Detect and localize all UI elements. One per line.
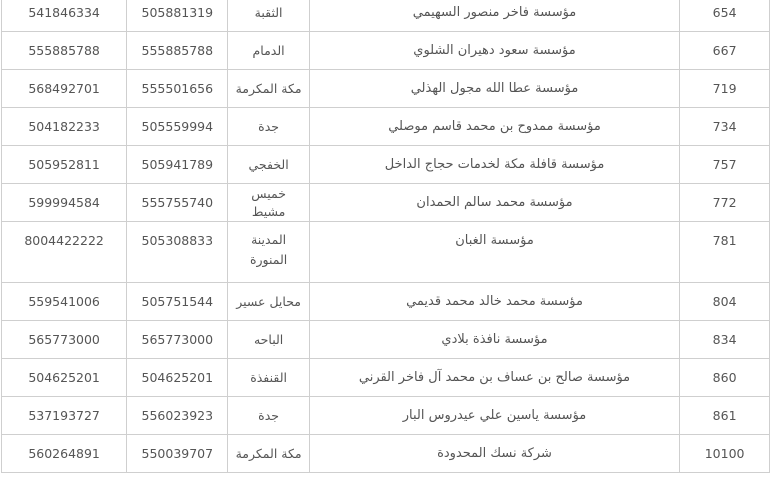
- license-number-cell: 734: [680, 108, 770, 146]
- company-name-cell: مؤسسة ياسين علي عيدروس البار: [309, 397, 679, 435]
- company-name-cell: مؤسسة نافذة بلادي: [309, 321, 679, 359]
- license-number-cell: 667: [680, 32, 770, 70]
- phone-cell: 505881319: [127, 0, 228, 32]
- table-row: [2, 222, 770, 283]
- company-name-cell: مؤسسة سعود دهيران الشلوي: [309, 32, 679, 70]
- phone-cell: 505308833: [127, 222, 228, 283]
- fax-cell: 504625201: [2, 359, 127, 397]
- table-row: [2, 70, 770, 108]
- phone-cell: 565773000: [127, 321, 228, 359]
- license-number-cell: 719: [680, 70, 770, 108]
- company-name-cell: مؤسسة قافلة مكة لخدمات حجاج الداخل: [309, 146, 679, 184]
- table-row: [2, 32, 770, 70]
- phone-cell: 505941789: [127, 146, 228, 184]
- table-row: [2, 184, 770, 222]
- fax-cell: 537193727: [2, 397, 127, 435]
- city-cell: الثقبة: [228, 0, 309, 32]
- phone-cell: 555501656: [127, 70, 228, 108]
- table-row: [2, 146, 770, 184]
- license-number-cell: 834: [680, 321, 770, 359]
- company-name-cell: شركة نسك المحدودة: [309, 435, 679, 473]
- fax-cell: 504182233: [2, 108, 127, 146]
- fax-cell: 505952811: [2, 146, 127, 184]
- company-name-cell: مؤسسة عطا الله مجول الهذلي: [309, 70, 679, 108]
- fax-cell: 559541006: [2, 283, 127, 321]
- table-row: [2, 359, 770, 397]
- license-number-cell: 804: [680, 283, 770, 321]
- city-cell: خميس مشيط: [228, 184, 309, 222]
- license-number-cell: 860: [680, 359, 770, 397]
- license-number-cell: 757: [680, 146, 770, 184]
- phone-cell: 505559994: [127, 108, 228, 146]
- fax-cell: 565773000: [2, 321, 127, 359]
- city-cell: الدمام: [228, 32, 309, 70]
- city-cell: مكة المكرمة: [228, 70, 309, 108]
- city-cell: القنفذة: [228, 359, 309, 397]
- company-name-cell: مؤسسة الغبان: [309, 222, 679, 283]
- city-cell: جدة: [228, 108, 309, 146]
- city-cell: المدينة المنورة: [228, 222, 309, 283]
- fax-cell: 541846334: [2, 0, 127, 32]
- fax-cell: 8004422222: [2, 222, 127, 283]
- phone-cell: 505751544: [127, 283, 228, 321]
- fax-cell: 568492701: [2, 70, 127, 108]
- agencies-table: [1, 0, 770, 473]
- table-row: [2, 283, 770, 321]
- company-name-cell: مؤسسة ممدوح بن محمد قاسم موصلي: [309, 108, 679, 146]
- phone-cell: 555885788: [127, 32, 228, 70]
- city-cell: جدة: [228, 397, 309, 435]
- agencies-table-body: [2, 0, 770, 473]
- license-number-cell: 654: [680, 0, 770, 32]
- fax-cell: 555885788: [2, 32, 127, 70]
- table-row: [2, 321, 770, 359]
- company-name-cell: مؤسسة محمد خالد محمد قديمي: [309, 283, 679, 321]
- city-cell: مكة المكرمة: [228, 435, 309, 473]
- table-row: [2, 435, 770, 473]
- table-row: [2, 108, 770, 146]
- city-cell: الباحه: [228, 321, 309, 359]
- phone-cell: 555755740: [127, 184, 228, 222]
- fax-cell: 599994584: [2, 184, 127, 222]
- license-number-cell: 781: [680, 222, 770, 283]
- license-number-cell: 10100: [680, 435, 770, 473]
- city-cell: محايل عسير: [228, 283, 309, 321]
- phone-cell: 556023923: [127, 397, 228, 435]
- city-cell: الخفجي: [228, 146, 309, 184]
- company-name-cell: مؤسسة محمد سالم الحمدان: [309, 184, 679, 222]
- fax-cell: 560264891: [2, 435, 127, 473]
- company-name-cell: مؤسسة فاخر منصور السهيمي: [309, 0, 679, 32]
- phone-cell: 550039707: [127, 435, 228, 473]
- phone-cell: 504625201: [127, 359, 228, 397]
- table-row: [2, 0, 770, 32]
- license-number-cell: 772: [680, 184, 770, 222]
- table-row: [2, 397, 770, 435]
- company-name-cell: مؤسسة صالح بن عساف بن محمد آل فاخر القرني: [309, 359, 679, 397]
- license-number-cell: 861: [680, 397, 770, 435]
